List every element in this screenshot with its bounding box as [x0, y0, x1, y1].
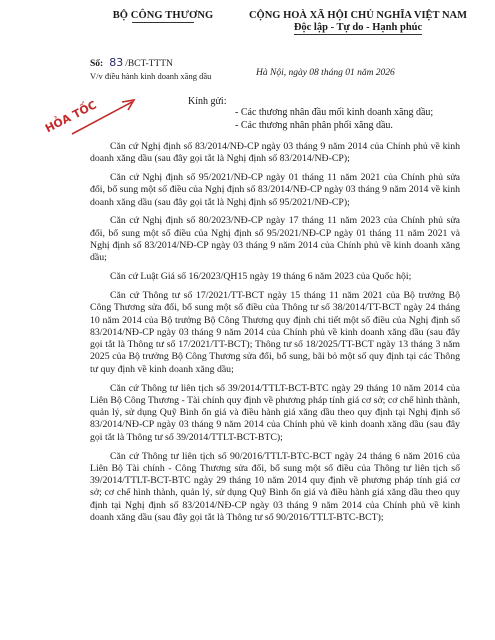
- legal-basis-paragraph: Căn cứ Thông tư liên tịch số 39/2014/TTLT-BCT-BTC ngày 29 tháng 10 năm 2014 của Liên Bộ Công Thương - Tài chính quy định về phương pháp tính giá cơ sở; cơ chế hình thành, quản lý, sử dụng Quỹ Bình ổn giá và điều hành giá xăng dầu theo quy định tại Nghị định số 83/2014/NĐ-CP ngày 03 tháng 9 năm 2014 của Chính phủ về kinh doanh xăng dầu (sau đây gọi tắt là Thông tư số 39/2014/TTLT-BCT-BTC);: [90, 382, 460, 443]
- document-subject: V/v điều hành kinh doanh xăng dầu: [90, 71, 212, 81]
- legal-basis-paragraph: Căn cứ Thông tư số 17/2021/TT-BCT ngày 15 tháng 11 năm 2021 của Bộ trưởng Bộ Công Thương sửa đổi, bổ sung một số điều của Thông tư số 38/2014/TT-BCT ngày 24 tháng 10 năm 2014 của Bộ trưởng Bộ Công Thương quy định chi tiết một số điều của Nghị định số 83/2014/NĐ-CP ngày 03 tháng 9 năm 2014 của Chính phủ về kinh doanh xăng dầu (sau đây gọi tắt là Thông tư số 17/2021/TT-BCT); Thông tư số 18/2025/TT-BCT ngày 13 tháng 3 năm 2025 của Bộ trưởng Bộ Công Thương sửa đổi, bổ sung, bãi bỏ một số quy định tại các Thông tư quy định về kinh doanh xăng dầu;: [90, 289, 460, 375]
- number-code: /BCT-TTTN: [125, 59, 173, 69]
- motto-underline: [294, 34, 422, 35]
- national-motto: Độc lập - Tự do - Hạnh phúc: [293, 22, 423, 33]
- legal-basis-paragraph: Căn cứ Luật Giá số 16/2023/QH15 ngày 19 tháng 6 năm 2023 của Quốc hội;: [110, 271, 412, 283]
- recipients-list: [235, 106, 433, 132]
- document-body: [90, 141, 460, 531]
- legal-basis-paragraph: Căn cứ Nghị định số 83/2014/NĐ-CP ngày 03 tháng 9 năm 2014 của Chính phủ về kinh doanh xăng dầu (sau đây gọi tắt là Nghị định số 83/2014/NĐ-CP);: [90, 141, 460, 165]
- legal-basis-paragraph: Căn cứ Nghị định số 80/2023/NĐ-CP ngày 17 tháng 11 năm 2023 của Chính phủ sửa đổi, bổ sung một số điều của Nghị định số 95/2021/NĐ-CP ngày 01 tháng 11 năm 2021 và Nghị định số 83/2014/NĐ-CP ngày 03 tháng 9 năm 2014 của Chính phủ về kinh doanh xăng dầu;: [90, 215, 460, 264]
- legal-basis-paragraph: Căn cứ Thông tư liên tịch số 90/2016/TTLT-BTC-BCT ngày 24 tháng 6 năm 2016 của Liên Bộ Tài chính - Công Thương sửa đổi, bổ sung một số điều của Thông tư liên tịch số 39/2014/TTLT-BCT-BTC ngày 29 tháng 10 năm 2014 quy định về phương pháp tính giá cơ sở; cơ chế hình thành, quản lý, sử dụng Quỹ Bình ổn giá và điều hành giá xăng dầu theo quy định tại Nghị định số 83/2014/NĐ-CP ngày 03 tháng 9 năm 2014 của Chính phủ về kinh doanh xăng dầu (sau đây gọi tắt là Thông tư số 90/2016/TTLT-BTC-BCT);: [90, 450, 460, 524]
- nation-name: CỘNG HOÀ XÃ HỘI CHỦ NGHĨA VIỆT NAM: [248, 10, 468, 21]
- document-date: Hà Nội, ngày 08 tháng 01 năm 2026: [256, 68, 395, 78]
- recipients-label: Kính gửi:: [188, 96, 227, 107]
- document-number: [90, 56, 173, 69]
- issuer-block: [78, 10, 248, 23]
- handwritten-number: 83: [109, 56, 124, 69]
- national-block: [238, 10, 478, 35]
- recipient-item: - Các thương nhân đầu mối kinh doanh xăng dầu;: [235, 107, 434, 118]
- ministry-name: BỘ CÔNG THƯƠNG: [112, 10, 214, 21]
- urgent-arrow-icon: [70, 96, 140, 136]
- recipient-item: - Các thương nhân phân phối xăng dầu.: [235, 120, 393, 131]
- legal-basis-paragraph: Căn cứ Nghị định số 95/2021/NĐ-CP ngày 01 tháng 11 năm 2021 của Chính phủ sửa đổi, bổ sung một số điều của Nghị định số 83/2014/NĐ-CP ngày 03 tháng 9 năm 2014 về kinh doanh xăng dầu (sau đây gọi tắt là Nghị định số 95/2021/NĐ-CP);: [90, 172, 460, 208]
- urgent-stamp: HỎA TỐC: [43, 98, 99, 136]
- ministry-underline: [132, 22, 194, 23]
- number-label: Số:: [90, 59, 104, 69]
